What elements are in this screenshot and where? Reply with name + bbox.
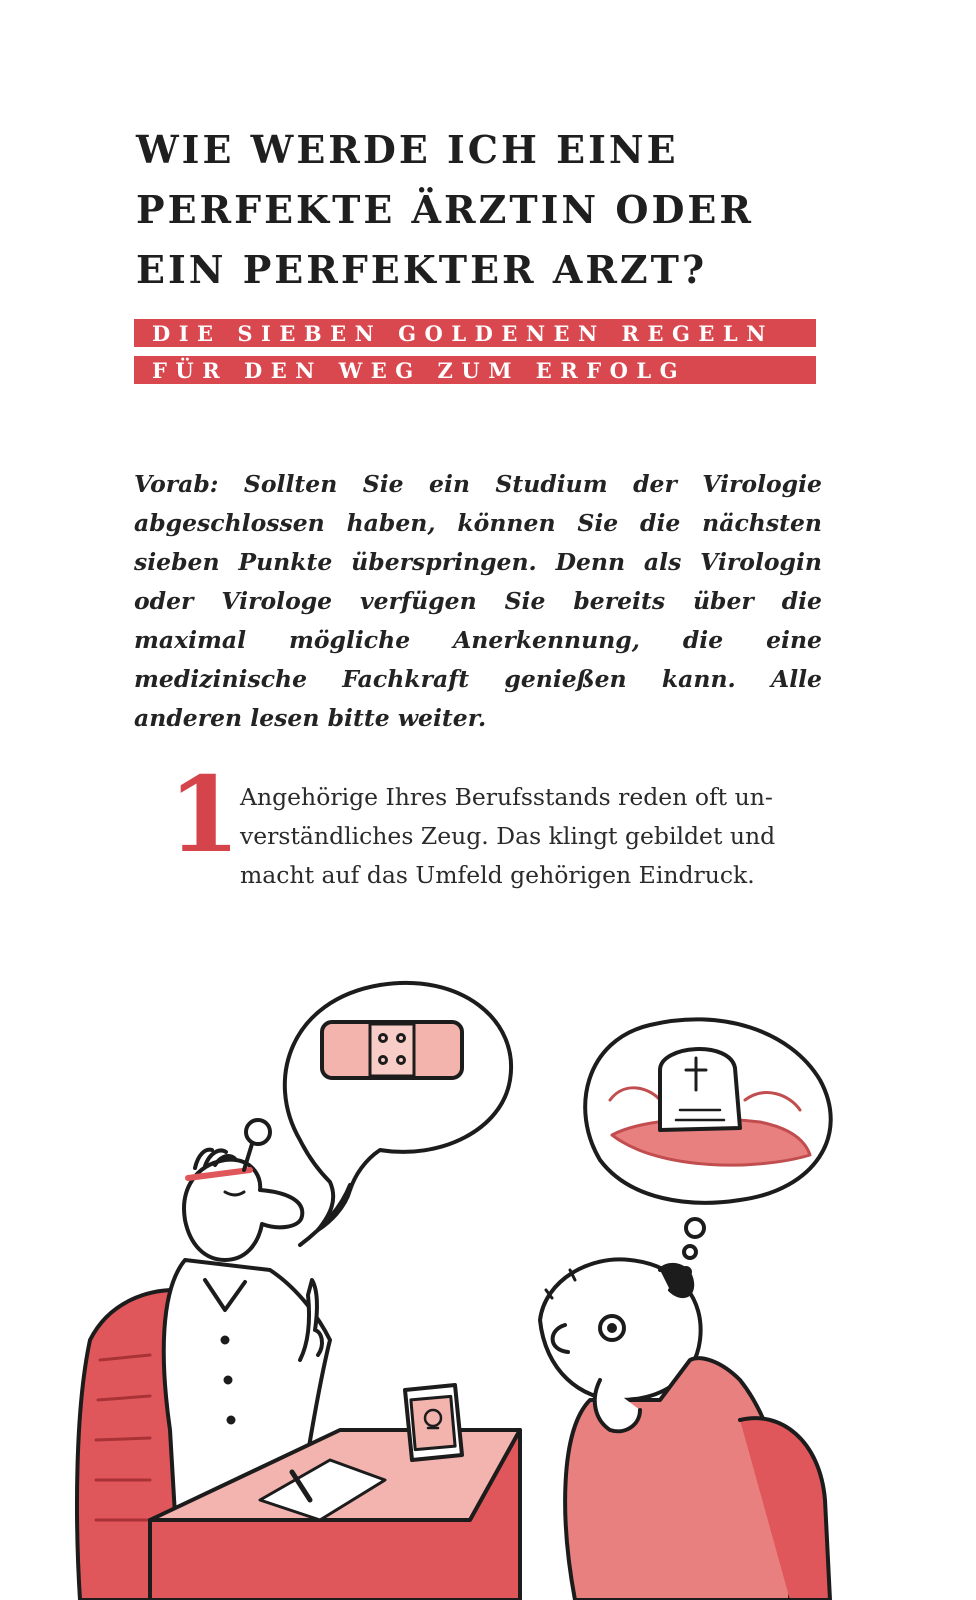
doctor-patient-illustration <box>0 960 976 1600</box>
headline-line-1: WIE WERDE ICH EINE <box>136 127 679 172</box>
skull-photo-frame <box>405 1385 462 1460</box>
headline-line-2: PERFEKTE ÄRZTIN ODER <box>136 187 754 232</box>
rule-text-line-1: Angehörige Ihres Berufsstands reden oft un- <box>240 783 773 811</box>
rule-text-line-3: macht auf das Umfeld gehörigen Eindruck. <box>240 861 755 889</box>
headline-line-3: EIN PERFEKTER ARZT? <box>136 247 708 292</box>
page-headline <box>136 120 836 300</box>
subtitle-line-2: FÜR DEN WEG ZUM ERFOLG <box>134 356 816 384</box>
rule-number: 1 <box>168 753 241 876</box>
subtitle-line-1: DIE SIEBEN GOLDENEN REGELN <box>134 319 816 347</box>
rule-text <box>240 778 824 895</box>
patient-figure <box>540 1259 830 1600</box>
intro-paragraph: Vorab: Sollten Sie ein Studium der Virologie abgeschlossen haben, können Sie die nächsten sieben Punkte überspringen. Denn als Virologin oder Virologe verfügen Sie bereits über die maximal mögliche Anerkennung, die eine medizinische Fachkraft genießen kann. Alle anderen lesen bitte weiter. <box>134 470 822 732</box>
rule-text-line-2: verständliches Zeug. Das klingt gebildet und <box>240 822 776 850</box>
subtitle-banner <box>134 319 816 393</box>
bandage-icon <box>322 1022 462 1078</box>
